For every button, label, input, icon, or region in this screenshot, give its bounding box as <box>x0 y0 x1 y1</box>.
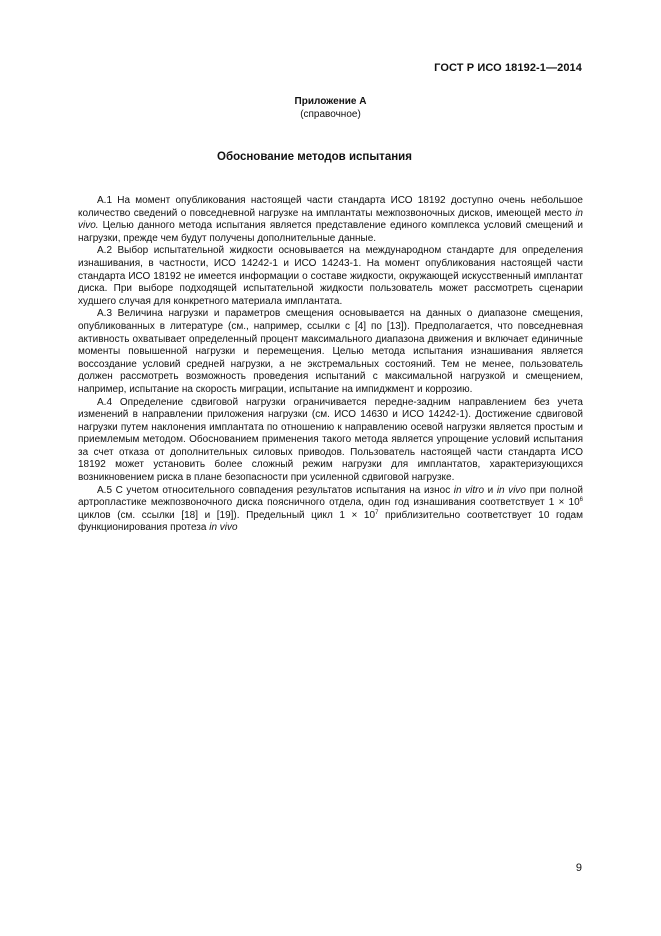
paragraph-text: А.4 Определение сдвиговой нагрузки ограничивается передне-задним направлением без учета изменений в направлении приложения нагрузки (см. ИСО 14630 и ИСО 14242-1). Достижение сдвиговой нагрузки путем наклонения имплантата по отношению к направлению осевой нагрузки является простым и приемлемым методом. Обоснованием применения такого метода является упрощение условий испытания за счет отказа от дополнительных силовых приводов. Пользователь настоящей части стандарта ИСО 18192 может установить более сложный режим нагрузки для имплантатов, характеризующихся возникновением риска в плане безопасности при усиленной сдвиговой нагрузке. <box>78 396 583 484</box>
document-code: ГОСТ Р ИСО 18192-1—2014 <box>434 62 582 74</box>
page-number: 9 <box>575 862 582 874</box>
paragraph-a3 <box>78 308 583 396</box>
annex-subtitle: (справочное) <box>300 109 361 120</box>
paragraph-text: приблизительно соответствует 10 годам функционирования протеза <box>78 509 583 534</box>
annex-title: Приложение А <box>294 96 367 107</box>
section-title: Обоснование методов испытания <box>217 151 412 163</box>
italic-term: in vitro <box>453 484 485 496</box>
paragraph-text: А.1 На момент опубликования настоящей части стандарта ИСО 18192 доступно очень небольшое количество сведений о повседневной нагрузке на имплантаты межпозвоночных дисков, имеющей место <box>78 195 583 219</box>
paragraph-text: при полной артропластике межпозвоночного диска поясничного отдела, один год изнашивания соответствует 1 × 10 <box>78 484 583 509</box>
italic-term: in vivo <box>209 522 238 534</box>
paragraph-text: А.2 Выбор испытательной жидкости основывается на международном стандарте для определения изнашивания, в частности, ИСО 14242-1 и ИСО 14243-1. На момент опубликования настоящей части стандарта ИСО 18192 не имеется информации о составе жидкости, окружающей искусственный имплантат диска. При выборе подходящей испытательной жидкости пользователь может рассмотреть сценарии худшего случая для конкретного материала имплантата. <box>78 245 583 307</box>
paragraph-text: А.3 Величина нагрузки и параметров смещения основывается на данных о диапазоне смещения, опубликованных в литературе (см., например, ссылки с [4] по [13]). Предполагается, что повседневная активность охватывает определенный процент максимального диапазона движения и включает единичные моменты повышенной нагрузки и перемещения. Целью метода испытания изнашивания является воссоздание условий средней нагрузки, а не экстремальных состояний. Тем не менее, пользователь должен рассмотреть возможность проведения испытаний с максимальной нагрузкой и смещением, например, испытание на скорость миграции, испытание на импиджмент и коррозию. <box>78 308 583 395</box>
italic-term: in vivo <box>496 484 526 496</box>
paragraph-a1 <box>78 195 583 245</box>
paragraph-text: циклов (см. ссылки [18] и [19]). Предельный цикл 1 × 10 <box>78 509 376 521</box>
exponent: 6 <box>579 497 583 504</box>
body-text <box>78 195 583 535</box>
paragraph-text: Целью данного метода испытания является представление единого комплекса условий смещений и нагрузки, прежде чем будут получены дополнительные данные. <box>78 220 583 244</box>
paragraph-a5 <box>78 485 583 535</box>
italic-term: in vivo. <box>78 207 583 232</box>
paragraph-a2 <box>78 245 583 308</box>
exponent: 7 <box>375 509 379 516</box>
paragraph-a4 <box>78 397 583 485</box>
paragraph-text: и <box>484 484 497 496</box>
paragraph-text: А.5 С учетом относительного совпадения результатов испытания на износ <box>97 484 454 496</box>
